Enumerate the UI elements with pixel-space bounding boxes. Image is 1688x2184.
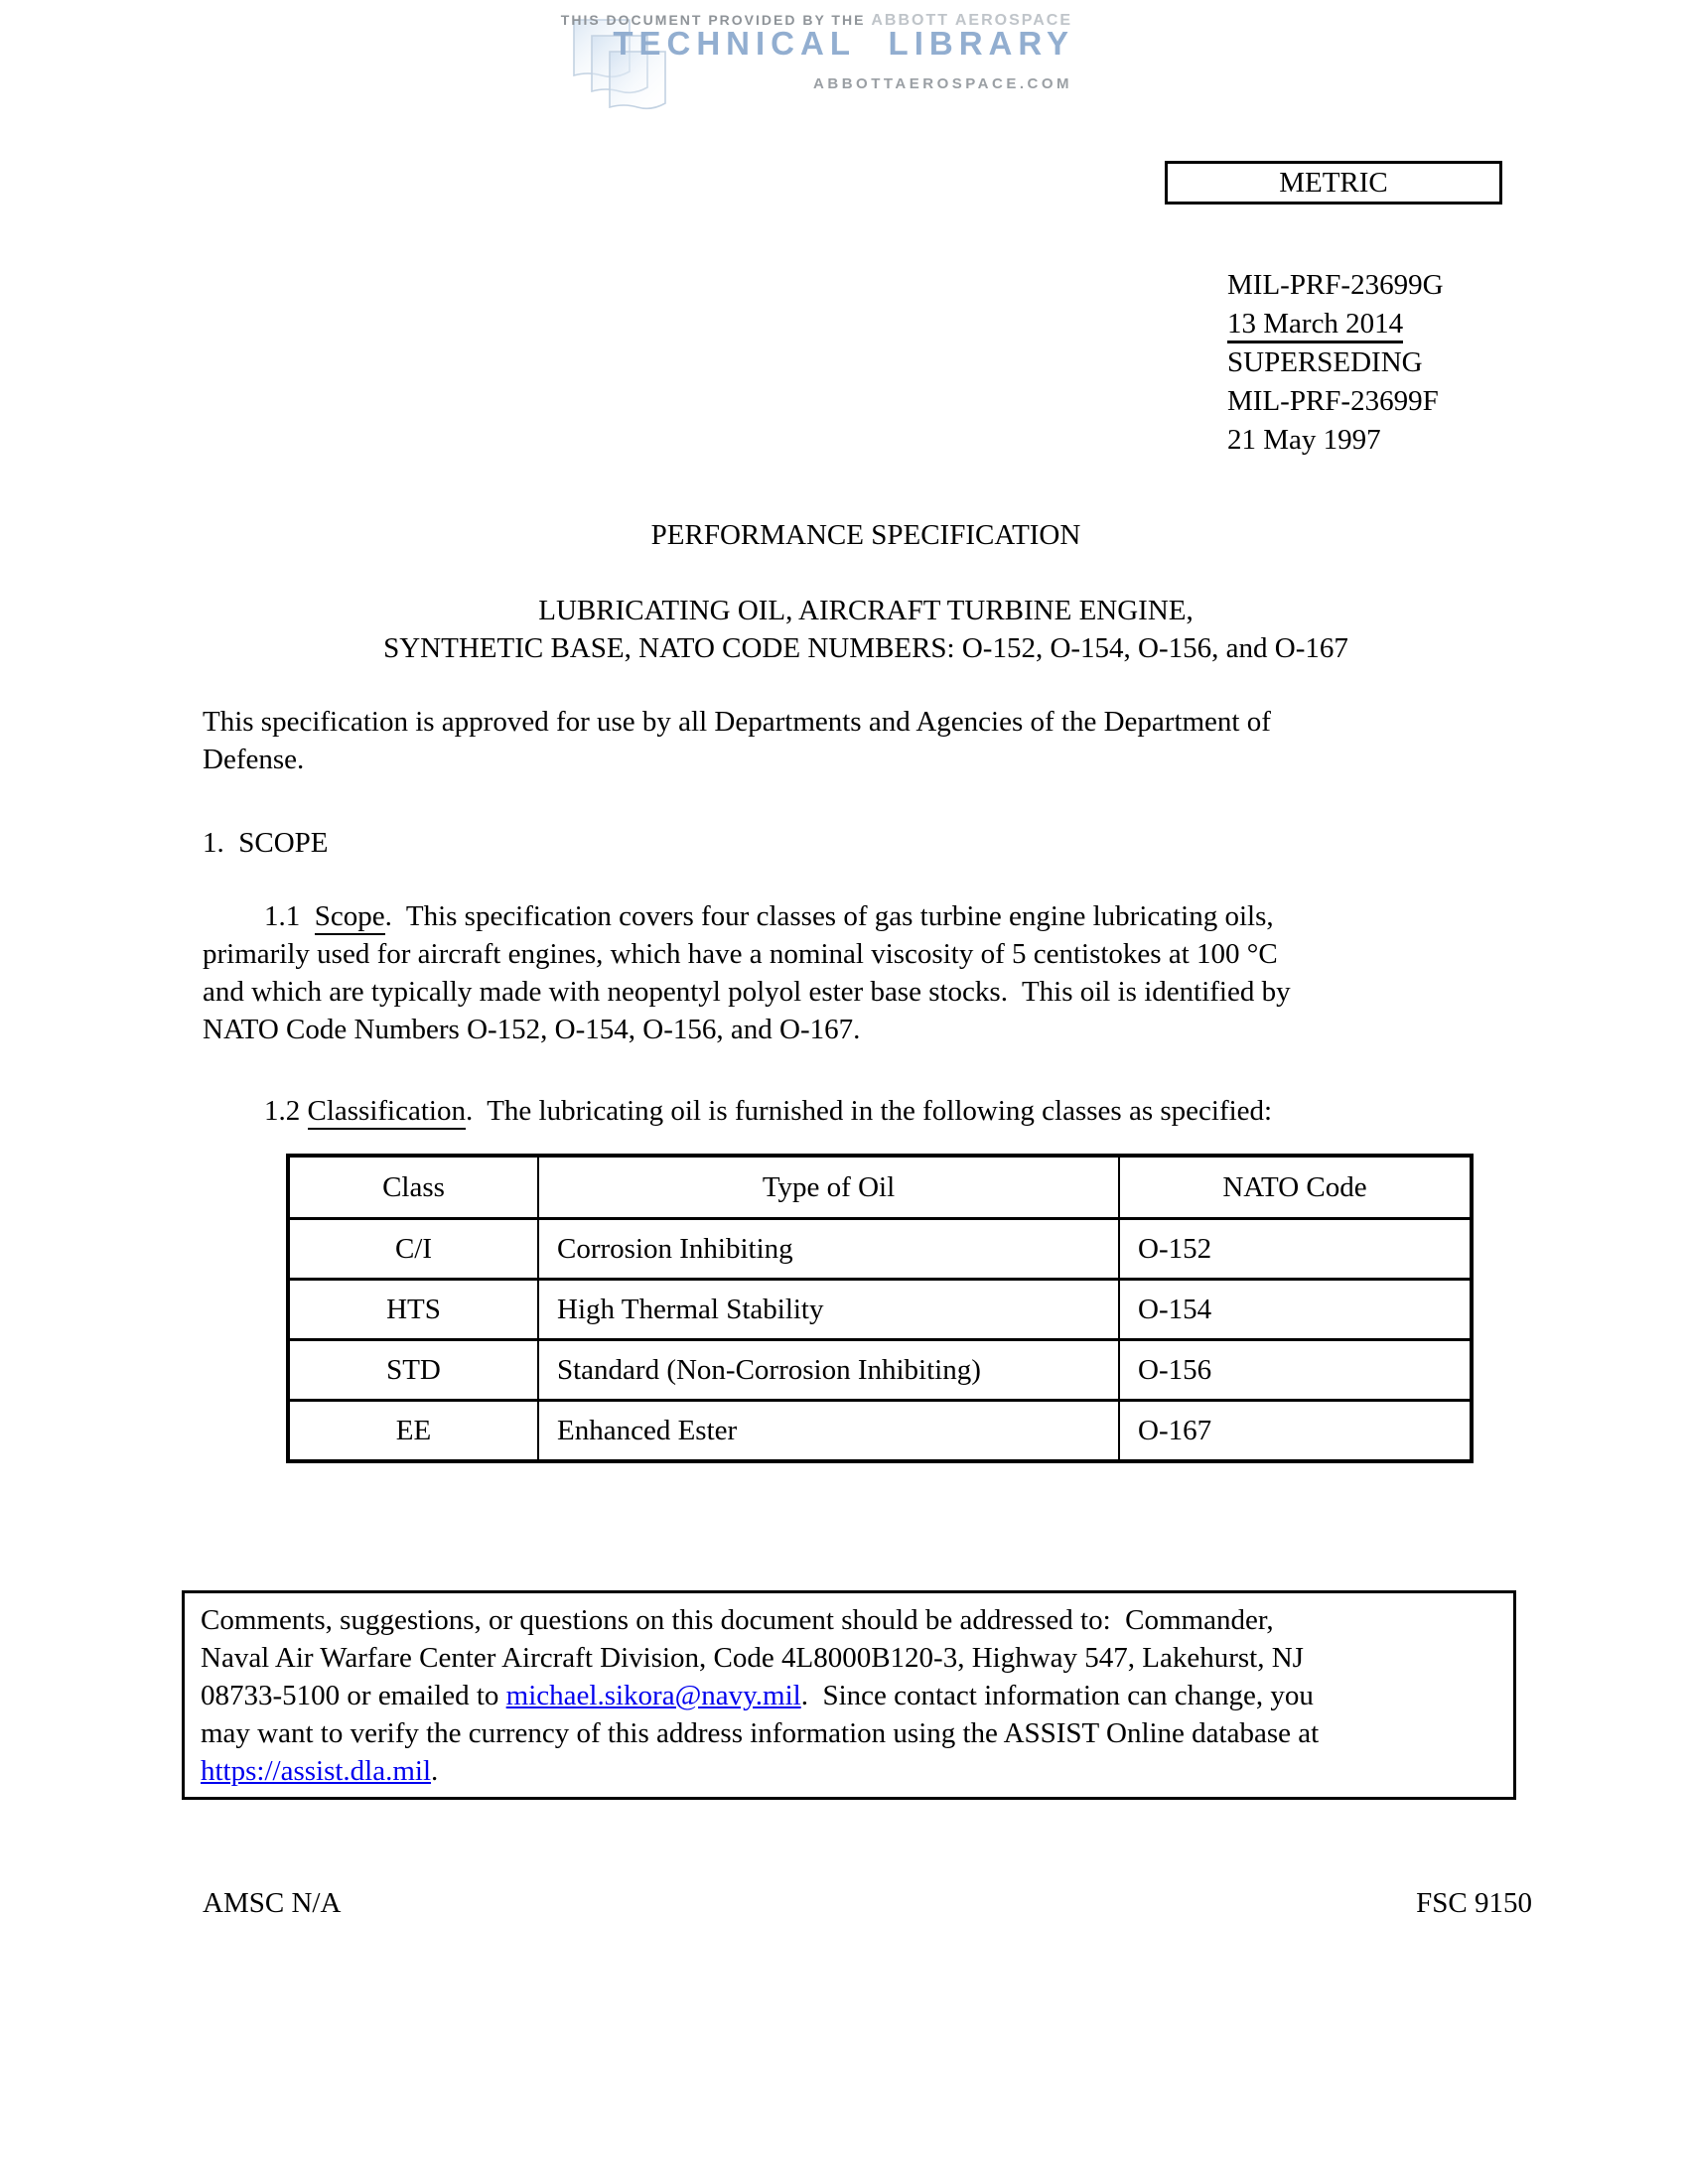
superseded-date: 21 May 1997: [1227, 424, 1381, 456]
document-date: 13 March 2014: [1227, 305, 1444, 343]
header-type-of-oil: Type of Oil: [538, 1156, 1119, 1219]
classification-paragraph: 1.2 Classification. The lubricating oil is furnished in the following classes as specified:: [203, 1092, 1272, 1130]
scope-section-heading: 1. SCOPE: [203, 827, 329, 859]
cell-class: EE: [288, 1401, 538, 1462]
scope-paragraph-line-1: 1.1 Scope. This specification covers four classes of gas turbine engine lubricating oils,: [203, 897, 1291, 935]
technical-library-logo: [552, 0, 1078, 119]
comments-contact-box: Comments, suggestions, or questions on this document should be addressed to: Commander, Naval Air Warfare Center Aircraft Division, Code 4L8000B120-3, Highway 547, Lakehurst, NJ 08733-5100 or emailed to michael.sikora@navy.mil. Since contact information can change, you may want to verify the currency of this address information using the ASSIST Online database at https://assist.dla.mil.: [182, 1590, 1516, 1800]
document-title: [203, 592, 1529, 667]
cell-class: HTS: [288, 1280, 538, 1340]
table-row: [288, 1280, 1472, 1340]
cell-nato: O-156: [1119, 1340, 1472, 1401]
spec-type-heading: PERFORMANCE SPECIFICATION: [650, 519, 1081, 551]
table-row: [288, 1401, 1472, 1462]
logo-provided-by-text: THIS DOCUMENT PROVIDED BY THE: [560, 12, 872, 28]
cell-nato: O-154: [1119, 1280, 1472, 1340]
table-header-row: [288, 1156, 1472, 1219]
cell-type: High Thermal Stability: [538, 1280, 1119, 1340]
assist-database-link[interactable]: https://assist.dla.mil: [201, 1755, 432, 1787]
amsc-code: AMSC N/A: [203, 1887, 342, 1919]
email-link[interactable]: michael.sikora@navy.mil: [505, 1680, 801, 1711]
table-row: [288, 1219, 1472, 1280]
table-row: [288, 1340, 1472, 1401]
scope-paragraph: 1.1 Scope. This specification covers four classes of gas turbine engine lubricating oils, primarily used for aircraft engines, which have a nominal viscosity of 5 centistokes at 100 °C and which are typically made with neopentyl polyol ester base stocks. This oil is identified by NATO Code Numbers O-152, O-154, O-156, and O-167.: [203, 897, 1291, 1048]
cell-type: Standard (Non-Corrosion Inhibiting): [538, 1340, 1119, 1401]
cell-nato: O-167: [1119, 1401, 1472, 1462]
oil-classification-table: [286, 1154, 1474, 1463]
superseding-label: SUPERSEDING: [1227, 346, 1423, 378]
superseded-number: MIL-PRF-23699F: [1227, 385, 1439, 417]
metric-designation-box: [1165, 161, 1502, 205]
title-line-2: SYNTHETIC BASE, NATO CODE NUMBERS: O-152, O-154, O-156, and O-167: [383, 632, 1348, 664]
scope-term: Scope: [315, 900, 385, 935]
cell-type: Corrosion Inhibiting: [538, 1219, 1119, 1280]
document-number: MIL-PRF-23699G: [1227, 269, 1444, 301]
header-class: Class: [288, 1156, 538, 1219]
logo-brand-text: ABBOTT AEROSPACE: [871, 12, 1072, 29]
cell-type: Enhanced Ester: [538, 1401, 1119, 1462]
logo-website-text: ABBOTTAEROSPACE.COM: [813, 75, 1072, 92]
classification-term: Classification: [308, 1095, 466, 1130]
cell-class: C/I: [288, 1219, 538, 1280]
fsc-code: FSC 9150: [1416, 1887, 1532, 1919]
cell-nato: O-152: [1119, 1219, 1472, 1280]
logo-title-text: TECHNICAL LIBRARY: [613, 25, 1074, 62]
cell-class: STD: [288, 1340, 538, 1401]
document-identification-block: [1227, 266, 1444, 460]
metric-label: METRIC: [1279, 167, 1388, 199]
title-line-1: LUBRICATING OIL, AIRCRAFT TURBINE ENGINE,: [538, 595, 1194, 626]
approval-paragraph: This specification is approved for use by all Departments and Agencies of the Department of Defense.: [203, 706, 1271, 775]
header-nato-code: NATO Code: [1119, 1156, 1472, 1219]
